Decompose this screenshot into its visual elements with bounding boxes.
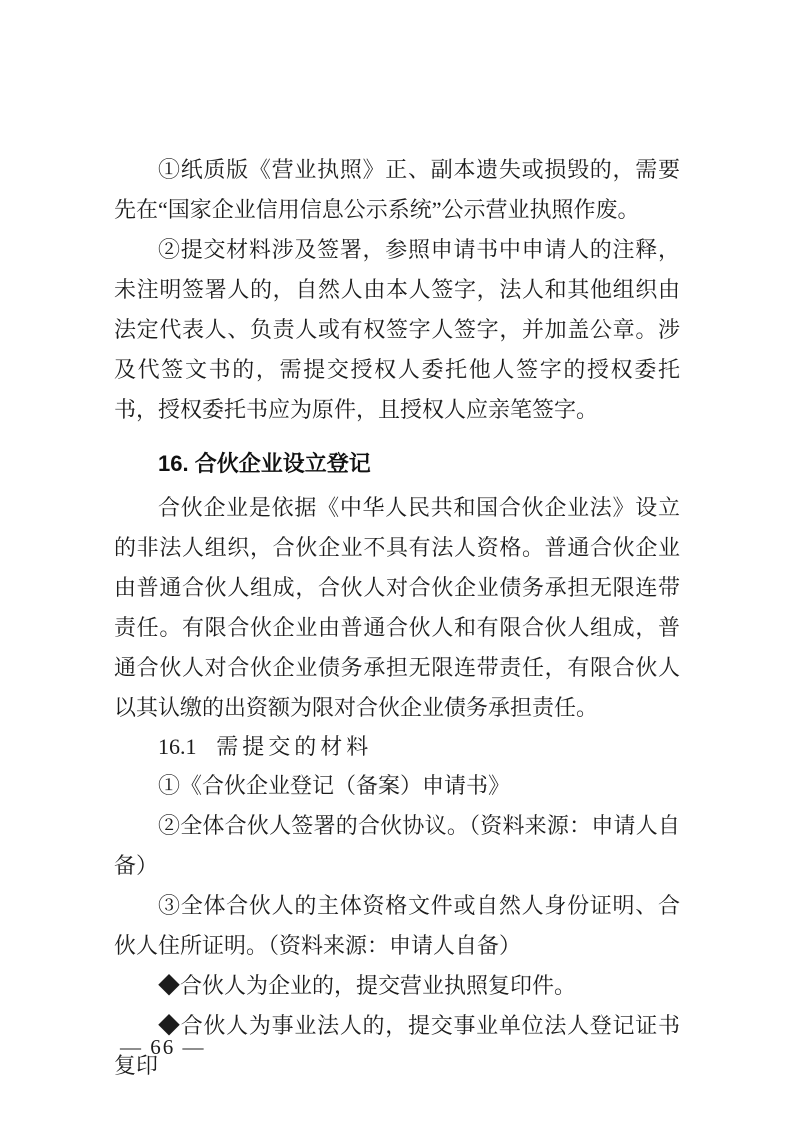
section-heading-partnership-registration: 16. 合伙企业设立登记 xyxy=(158,451,371,476)
paragraph-signature-rules: ②提交材料涉及签署，参照申请书中申请人的注释，未注明签署人的，自然人由本人签字，法人和其他组织由法定代表人、负责人或有权签字人签字，并加盖公章。涉及代签文书的，需提交授权人委托他人签字的授权委托书，授权委托书应为原件，且授权人应亲笔签字。 xyxy=(114,237,680,422)
subsection-heading-materials xyxy=(114,728,680,766)
material-item-qualification-documents: ③全体合伙人的主体资格文件或自然人身份证明、合伙人住所证明。（资料来源：申请人自备） xyxy=(114,893,680,958)
subsection-number: 16.1 xyxy=(158,734,197,759)
material-item-partnership-agreement: ②全体合伙人签署的合伙协议。（资料来源：申请人自备） xyxy=(114,813,680,878)
material-sub-item-institution-certificate: ◆合伙人为事业法人的，提交事业单位法人登记证书复印 xyxy=(114,1013,680,1078)
paragraph-partnership-definition: 合伙企业是依据《中华人民共和国合伙企业法》设立的非法人组织，合伙企业不具有法人资格。普通合伙企业由普通合伙人组成，合伙人对合伙企业债务承担无限连带责任。有限合伙企业由普通合伙人和有限合伙人组成，普通合伙人对合伙企业债务承担无限连带责任，有限合伙人以其认缴的出资额为限对合伙企业债务承担责任。 xyxy=(114,495,680,720)
material-item-application-form: ①《合伙企业登记（备案）申请书》 xyxy=(158,773,511,798)
material-sub-item-enterprise-license: ◆合伙人为企业的，提交营业执照复印件。 xyxy=(158,973,577,998)
paragraph-license-void: ①纸质版《营业执照》正、副本遗失或损毁的，需要先在“国家企业信用信息公示系统”公示营业执照作废。 xyxy=(114,157,680,222)
page-content xyxy=(114,150,680,1086)
subsection-title: 需提交的材料 xyxy=(216,734,373,759)
page-number: — 66 — xyxy=(120,1035,206,1059)
